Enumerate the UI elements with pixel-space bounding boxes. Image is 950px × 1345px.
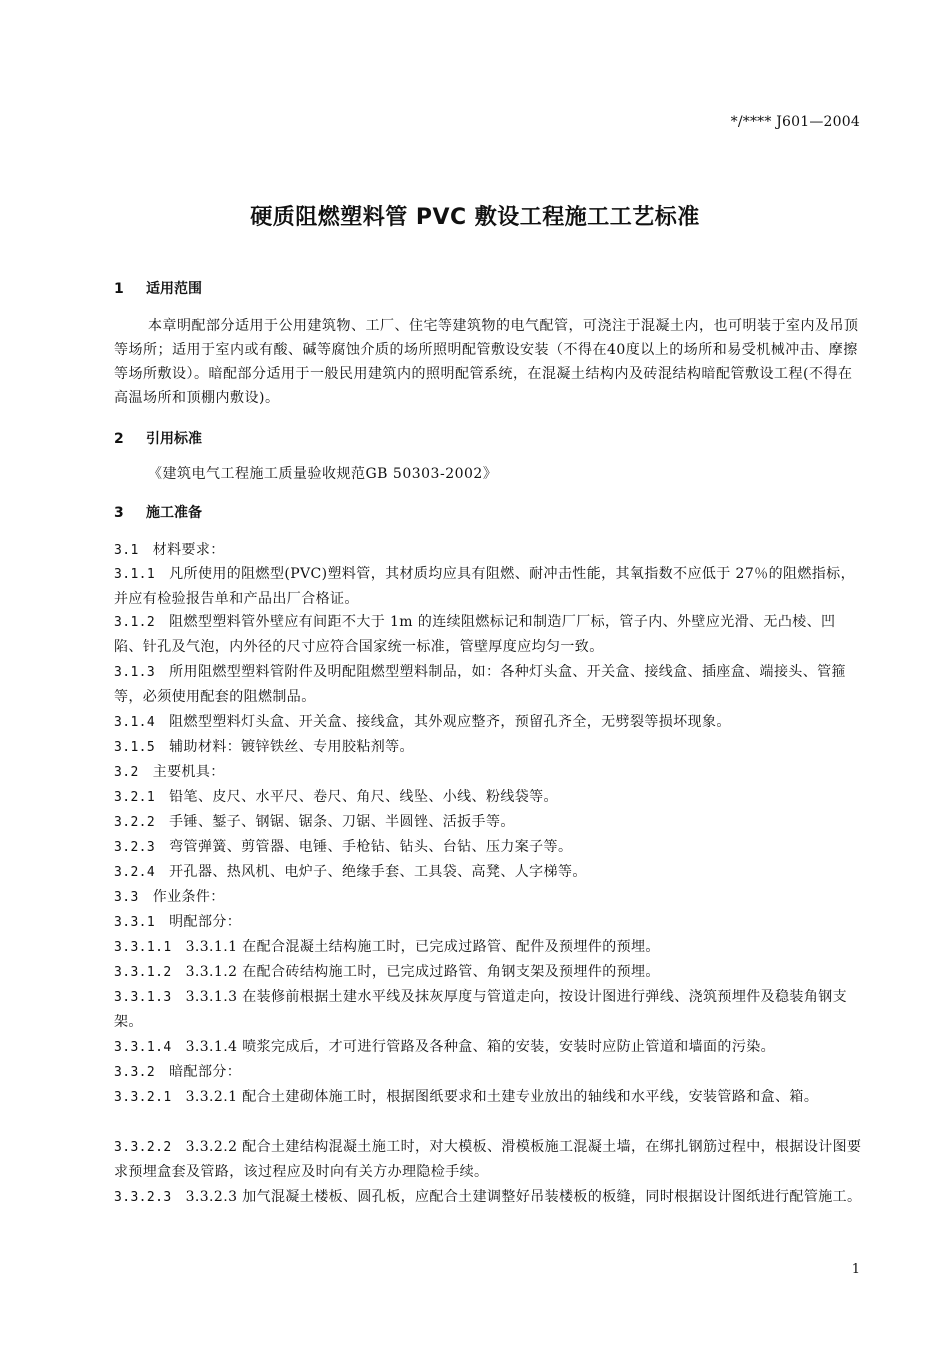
clause-text: 主要机具： <box>152 764 225 780</box>
clause-number: 3.2.1 <box>114 790 156 805</box>
clause <box>114 935 862 960</box>
section-title: 适用范围 <box>146 281 202 297</box>
clause-number: 3.3.1.4 <box>114 1040 172 1055</box>
section-heading-scope <box>114 278 202 298</box>
clause-text: 3.3.1.2 在配合砖结构施工时，已完成过路管、角钢支架及预埋件的预埋。 <box>185 964 660 980</box>
document-code: */**** J601—2004 <box>730 114 860 130</box>
clause-number: 3.1.5 <box>114 740 156 755</box>
clause <box>114 562 862 611</box>
clause-text: 3.3.2.2 配合土建结构混凝土施工时，对大模板、滑模板施工混凝土墙，在绑扎钢筋过程中，根据设计图要求预埋盒套及管路，该过程应及时向有关方办理隐检手续。 <box>114 1139 862 1180</box>
clause-text: 辅助材料：镀锌铁丝、专用胶粘剂等。 <box>169 739 414 755</box>
clause <box>114 538 862 563</box>
clause-number: 3.1.4 <box>114 715 156 730</box>
clause-text: 明配部分： <box>169 914 242 930</box>
clause-text: 铅笔、皮尺、水平尺、卷尺、角尺、线坠、小线、粉线袋等。 <box>169 789 558 805</box>
clause-text: 开孔器、热风机、电炉子、绝缘手套、工具袋、高凳、人字梯等。 <box>169 864 587 880</box>
clause <box>114 885 862 910</box>
clause-number: 3.2.2 <box>114 815 156 830</box>
clause-number: 3.1 <box>114 543 139 558</box>
clause <box>114 1035 862 1060</box>
clause <box>114 1135 862 1184</box>
section-number: 2 <box>114 431 124 447</box>
clause-text: 3.3.1.3 在装修前根据土建水平线及抹灰厚度与管道走向，按设计图进行弹线、浇筑预埋件及稳装角钢支架。 <box>114 989 848 1030</box>
clause-number: 3.2 <box>114 765 139 780</box>
clause-number: 3.3.1.3 <box>114 990 172 1005</box>
clause-number: 3.3.1 <box>114 915 156 930</box>
clause-text: 作业条件： <box>152 889 225 905</box>
clause-number: 3.3.2.1 <box>114 1090 172 1105</box>
scope-paragraph: 本章明配部分适用于公用建筑物、工厂、住宅等建筑物的电气配管，可浇注于混凝土内，也可明装于室内及吊顶等场所；适用于室内或有酸、碱等腐蚀介质的场所照明配管敷设安装（不得在40度以上的场所和易受机械冲击、摩擦等场所敷设）。暗配部分适用于一般民用建筑内的照明配管系统，在混凝土结构内及砖混结构暗配管敷设工程(不得在高温场所和顶棚内敷设)。 <box>114 318 859 406</box>
clause-text: 所用阻燃型塑料管附件及明配阻燃型塑料制品，如：各种灯头盒、开关盒、接线盒、插座盒、端接头、管箍等，必须使用配套的阻燃制品。 <box>114 664 846 705</box>
page-number: 1 <box>851 1262 860 1277</box>
clause <box>114 1060 862 1085</box>
clause-text: 3.3.1.1 在配合混凝土结构施工时，已完成过路管、配件及预埋件的预埋。 <box>185 939 660 955</box>
clause-text: 弯管弹簧、剪管器、电锤、手枪钻、钻头、台钻、压力案子等。 <box>169 839 573 855</box>
clause <box>114 960 862 985</box>
clause-text: 3.3.1.4 喷浆完成后，才可进行管路及各种盒、箱的安装，安装时应防止管道和墙面的污染。 <box>185 1039 776 1055</box>
clause <box>114 710 862 735</box>
clause <box>114 910 862 935</box>
clause-number: 3.1.3 <box>114 665 156 680</box>
clause <box>114 660 862 709</box>
clause-number: 3.3.1.1 <box>114 940 172 955</box>
section-number: 3 <box>114 505 124 521</box>
clause-number: 3.3.2.3 <box>114 1190 172 1205</box>
clause-number: 3.3.2.2 <box>114 1140 172 1155</box>
section-number: 1 <box>114 281 124 297</box>
clause-number: 3.3.2 <box>114 1065 156 1080</box>
section-title: 引用标准 <box>146 431 202 447</box>
clause-text: 凡所使用的阻燃型(PVC)塑料管，其材质均应具有阻燃、耐冲击性能，其氧指数不应低于 27％的阻燃指标，并应有检验报告单和产品出厂合格证。 <box>114 566 855 607</box>
clause <box>114 610 862 659</box>
clause <box>114 760 862 785</box>
document-title: 硬质阻燃塑料管 PVC 敷设工程施工工艺标准 <box>250 205 700 230</box>
clause-number: 3.2.4 <box>114 865 156 880</box>
section-heading-standards <box>114 428 202 448</box>
clause-text: 阻燃型塑料管外壁应有间距不大于 1m 的连续阻燃标记和制造厂厂标，管子内、外壁应光滑、无凸棱、凹陷、针孔及气泡，内外径的尺寸应符合国家统一标准，管壁厚度应均匀一致。 <box>114 614 836 655</box>
clause-text: 暗配部分： <box>169 1064 242 1080</box>
clause <box>114 860 862 885</box>
clause <box>114 1185 862 1210</box>
clause <box>114 985 862 1034</box>
standard-reference: 《建筑电气工程施工质量验收规范GB 50303-2002》 <box>148 466 498 482</box>
clause <box>114 785 862 810</box>
clause <box>114 810 862 835</box>
clause-number: 3.3.1.2 <box>114 965 172 980</box>
clause-text: 手锤、錾子、钢锯、锯条、刀锯、半圆锉、活扳手等。 <box>169 814 515 830</box>
clause-text: 3.3.2.1 配合土建砌体施工时，根据图纸要求和土建专业放出的轴线和水平线，安装管路和盒、箱。 <box>185 1089 819 1105</box>
clause-number: 3.3 <box>114 890 139 905</box>
clause-number: 3.2.3 <box>114 840 156 855</box>
clause <box>114 1085 862 1110</box>
section-heading-preparation <box>114 502 202 522</box>
clause-number: 3.1.2 <box>114 615 156 630</box>
clause-text: 3.3.2.3 加气混凝土楼板、圆孔板，应配合土建调整好吊装楼板的板缝，同时根据设计图纸进行配管施工。 <box>185 1189 862 1205</box>
clause-text: 材料要求： <box>152 542 225 558</box>
clause-number: 3.1.1 <box>114 567 156 582</box>
clause <box>114 835 862 860</box>
section-title: 施工准备 <box>146 505 202 521</box>
clause <box>114 735 862 760</box>
clause-text: 阻燃型塑料灯头盒、开关盒、接线盒，其外观应整齐，预留孔齐全，无劈裂等损坏现象。 <box>169 714 731 730</box>
